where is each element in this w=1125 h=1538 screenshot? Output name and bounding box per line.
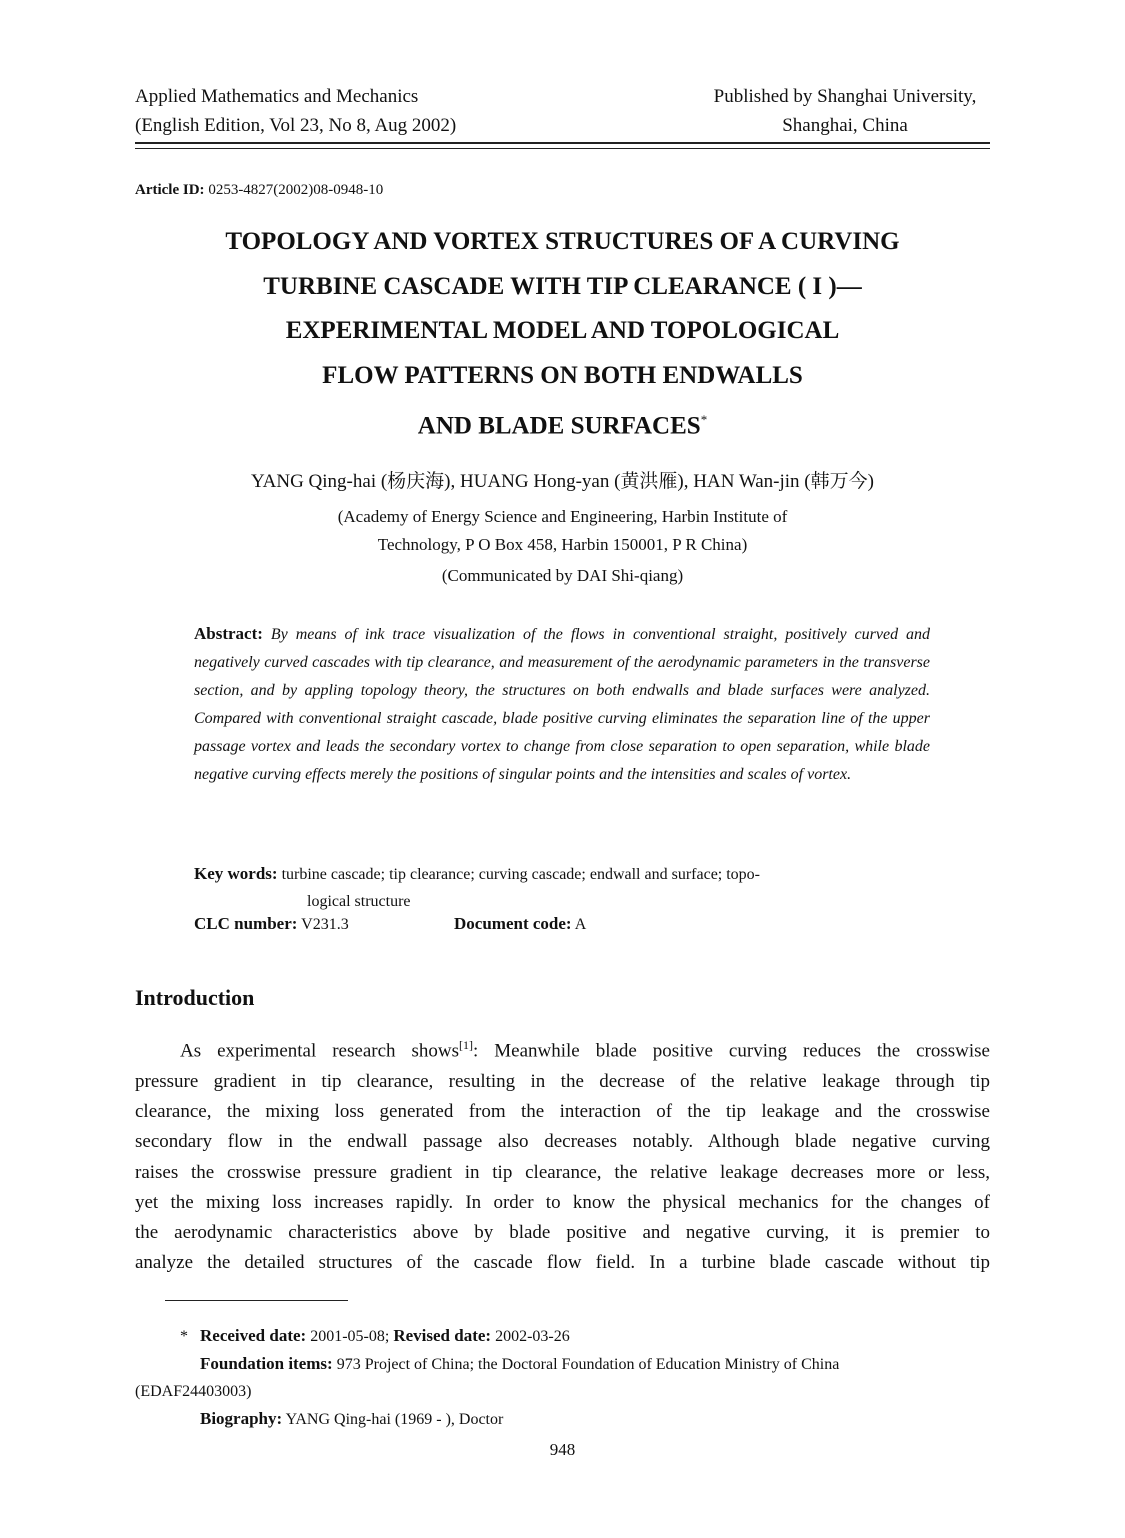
clc-label: CLC number: bbox=[194, 914, 298, 933]
revised-label: Revised date: bbox=[393, 1326, 492, 1345]
document-code bbox=[454, 914, 586, 934]
footnote-foundation-cont: (EDAF24403003) bbox=[135, 1383, 252, 1400]
body-line-1 bbox=[135, 1030, 990, 1067]
received-label: Received date: bbox=[200, 1326, 307, 1345]
article-id bbox=[135, 182, 383, 199]
section-heading-introduction: Introduction bbox=[135, 985, 255, 1010]
received-value: 2001-05-08; bbox=[310, 1328, 390, 1345]
publisher-location: Shanghai, China bbox=[782, 115, 908, 136]
abstract bbox=[194, 620, 930, 790]
clc-number bbox=[194, 914, 349, 934]
footnote-rule bbox=[165, 1300, 348, 1301]
title-line-3: EXPERIMENTAL MODEL AND TOPOLOGICAL bbox=[285, 317, 840, 344]
body-line-8: analyze the detailed structures of the cascade flow field. In a turbine blade cascade without tip bbox=[135, 1252, 990, 1274]
affiliation-line-1: (Academy of Energy Science and Engineering, Harbin Institute of bbox=[337, 507, 788, 526]
journal-issue: (English Edition, Vol 23, No 8, Aug 2002) bbox=[135, 115, 457, 136]
footnotes bbox=[135, 1322, 990, 1433]
keywords-text-1: turbine cascade; tip clearance; curving cascade; endwall and surface; topo- bbox=[281, 866, 761, 883]
publisher-name: Published by Shanghai University, bbox=[713, 86, 977, 107]
footnote-biography bbox=[135, 1405, 990, 1433]
body-line-5: raises the crosswise pressure gradient in tip clearance, the relative leakage decreases more or less, bbox=[135, 1161, 990, 1183]
communicated-by: (Communicated by DAI Shi-qiang) bbox=[441, 566, 684, 585]
clc-value: V231.3 bbox=[301, 916, 349, 933]
revised-value: 2002-03-26 bbox=[495, 1328, 570, 1345]
article-id-label: Article ID: bbox=[135, 182, 205, 198]
body-line-3: clearance, the mixing loss generated from the interaction of the tip leakage and the crosswise bbox=[135, 1100, 990, 1122]
paper-title bbox=[135, 220, 990, 449]
abstract-text: By means of ink trace visualization of the flows in conventional straight, positively curved and negatively curved cascades with tip clearance, and measurement of the aerodynamic parameters in the transverse section, and by appling topology theory, the structures on both endwalls and blade surfaces were analyzed. Compared with conventional straight cascade, blade positive curving eliminates the separation line of the upper passage vortex and leads the secondary vortex to change from close separation to open separation, while blade negative curving effects merely the positions of singular points and the intensities and scales of vortex. bbox=[194, 626, 931, 784]
footnote-dates bbox=[135, 1322, 990, 1350]
introduction-body bbox=[135, 1030, 990, 1279]
foundation-label: Foundation items: bbox=[200, 1354, 333, 1373]
keywords-line-1 bbox=[194, 860, 930, 888]
body-line-1-a: As experimental research shows bbox=[180, 1040, 459, 1062]
journal-name: Applied Mathematics and Mechanics bbox=[135, 86, 419, 107]
body-line-6: yet the mixing loss increases rapidly. In order to know the physical mechanics for the changes of bbox=[135, 1191, 990, 1213]
header-rule-thin bbox=[135, 148, 990, 149]
journal-header bbox=[135, 82, 456, 140]
header-rule-thick bbox=[135, 142, 990, 144]
document-code-value: A bbox=[574, 916, 587, 933]
body-line-1-b: : Meanwhile blade positive curving reduces the crosswise bbox=[473, 1040, 990, 1062]
affiliation bbox=[135, 503, 990, 559]
title-line-4: FLOW PATTERNS ON BOTH ENDWALLS bbox=[322, 361, 803, 389]
footnote-star: * bbox=[180, 1328, 188, 1345]
title-line-5-text: AND BLADE SURFACES bbox=[417, 412, 701, 440]
foundation-value: 973 Project of China; the Doctoral Foundation of Education Ministry of China bbox=[336, 1356, 840, 1373]
title-line-5 bbox=[135, 398, 990, 449]
article-id-value: 0253-4827(2002)08-0948-10 bbox=[208, 182, 384, 198]
affiliation-line-2: Technology, P O Box 458, Harbin 150001, P R China) bbox=[377, 535, 748, 554]
keywords bbox=[194, 860, 930, 915]
body-line-4: secondary flow in the endwall passage also decreases notably. Although blade negative curving bbox=[135, 1131, 990, 1153]
abstract-label: Abstract: bbox=[194, 624, 263, 643]
publisher-header bbox=[640, 82, 1050, 140]
biography-label: Biography: bbox=[200, 1409, 283, 1428]
keywords-label: Key words: bbox=[194, 864, 278, 883]
keywords-line-2: logical structure bbox=[307, 893, 411, 910]
page-number: 948 bbox=[549, 1440, 576, 1459]
body-line-2: pressure gradient in tip clearance, resulting in the decrease of the relative leakage through tip bbox=[135, 1070, 990, 1092]
footnote-foundation bbox=[135, 1350, 990, 1378]
author-list: YANG Qing-hai (杨庆海), HUANG Hong-yan (黄洪雁), HAN Wan-jin (韩万今) bbox=[251, 471, 874, 492]
document-code-label: Document code: bbox=[454, 914, 572, 933]
biography-value: YANG Qing-hai (1969 - ), Doctor bbox=[285, 1411, 504, 1428]
title-footnote-mark: * bbox=[700, 412, 708, 427]
citation-ref: [1] bbox=[459, 1038, 473, 1052]
title-line-1: TOPOLOGY AND VORTEX STRUCTURES OF A CURVING bbox=[225, 228, 900, 255]
body-line-7: the aerodynamic characteristics above by blade positive and negative curving, it is premier to bbox=[135, 1222, 990, 1244]
title-line-2: TURBINE CASCADE WITH TIP CLEARANCE ( I )— bbox=[263, 272, 862, 300]
